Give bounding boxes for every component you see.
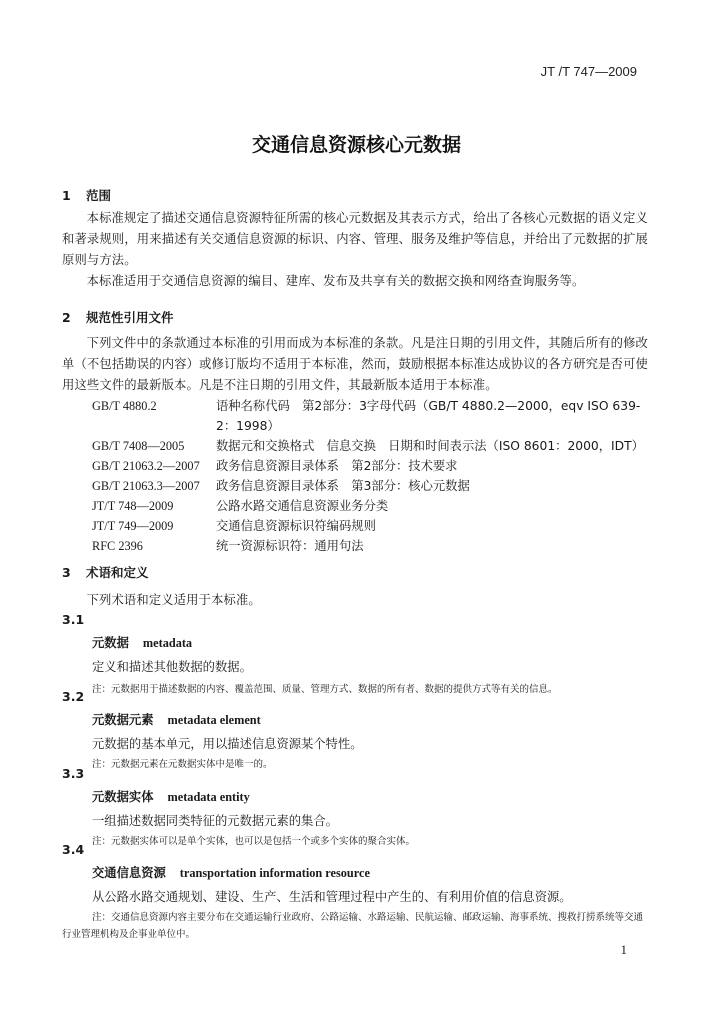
- term-zh: 元数据: [92, 636, 129, 650]
- reference-code: GB/T 21063.3—2007: [92, 479, 200, 493]
- section-3-body: [62, 590, 648, 611]
- term-en: transportation information resource: [179, 866, 370, 880]
- term-heading: [92, 710, 648, 728]
- section-2-heading: [62, 308, 648, 326]
- reference-item: [92, 536, 652, 556]
- term-number: 3.3: [62, 766, 85, 781]
- section-1-paragraph-2: 本标准适用于交通信息资源的编目、建库、发布及共享有关的数据交换和网络查询服务等。: [86, 274, 585, 288]
- section-2-title: 规范性引用文件: [86, 310, 174, 325]
- term-definition: 一组描述数据同类特征的元数据元素的集合。: [92, 814, 338, 828]
- term-en: metadata element: [167, 713, 261, 727]
- section-1-body: [62, 208, 648, 292]
- section-3-number: 3: [62, 565, 71, 580]
- reference-code: GB/T 7408—2005: [92, 439, 185, 453]
- term-heading: [92, 787, 648, 805]
- reference-name: 政务信息资源目录体系 第3部分：核心元数据: [216, 479, 470, 493]
- term-3-3: [62, 766, 648, 850]
- term-definition: 从公路水路交通规划、建设、生产、生活和管理过程中产生的、有利用价值的信息资源。: [92, 890, 572, 904]
- term-3-1: [62, 612, 648, 698]
- term-heading: [92, 633, 648, 651]
- page-number: 1: [620, 942, 627, 957]
- reference-code: JT/T 749—2009: [92, 519, 174, 533]
- reference-list: [92, 396, 652, 556]
- section-3-paragraph: 下列术语和定义适用于本标准。: [86, 593, 261, 607]
- term-zh: 交通信息资源: [92, 866, 166, 880]
- term-note: 注：元数据用于描述数据的内容、覆盖范围、质量、管理方式、数据的所有者、数据的提供方式等有关的信息。: [92, 684, 558, 695]
- reference-item: [92, 396, 652, 436]
- term-number: 3.2: [62, 689, 85, 704]
- section-3-title: 术语和定义: [86, 565, 149, 580]
- standard-code: JT /T 747—2009: [540, 64, 637, 79]
- reference-name: 语种名称代码 第2部分：3字母代码（GB/T 4880.2—2000，eqv ISO 639-2：1998）: [216, 399, 641, 433]
- reference-item: [92, 516, 652, 536]
- term-number: 3.1: [62, 612, 85, 627]
- reference-name: 政务信息资源目录体系 第2部分：技术要求: [216, 459, 458, 473]
- reference-name: 数据元和交换格式 信息交换 日期和时间表示法（ISO 8601：2000，IDT）: [216, 439, 644, 453]
- reference-name: 交通信息资源标识符编码规则: [216, 519, 376, 533]
- reference-item: [92, 476, 652, 496]
- reference-code: GB/T 4880.2: [92, 399, 157, 413]
- section-1-number: 1: [62, 188, 71, 203]
- section-1-title: 范围: [86, 188, 112, 203]
- reference-code: RFC 2396: [92, 539, 143, 553]
- section-2-body: [62, 333, 648, 396]
- section-1-heading: [62, 186, 648, 204]
- reference-item: [92, 456, 652, 476]
- term-en: metadata: [142, 636, 193, 650]
- term-definition: 定义和描述其他数据的数据。: [92, 660, 252, 674]
- section-1: [62, 186, 648, 204]
- reference-item: [92, 496, 652, 516]
- term-definition: 元数据的基本单元，用以描述信息资源某个特性。: [92, 737, 363, 751]
- term-note: 注：元数据实体可以是单个实体，也可以是包括一个或多个实体的聚合实体。: [92, 836, 416, 847]
- reference-name: 公路水路交通信息资源业务分类: [216, 499, 389, 513]
- reference-code: JT/T 748—2009: [92, 499, 174, 513]
- reference-item: [92, 436, 652, 456]
- term-number: 3.4: [62, 842, 85, 857]
- term-zh: 元数据元素: [92, 713, 154, 727]
- section-2-paragraph: 下列文件中的条款通过本标准的引用而成为本标准的条款。凡是注日期的引用文件，其随后所有的修改单（不包括勘误的内容）或修订版均不适用于本标准，然而，鼓励根据本标准达成协议的各方研究是否可使用这些文件的最新版本。凡是不注日期的引用文件，其最新版本适用于本标准。: [62, 336, 648, 392]
- reference-code: GB/T 21063.2—2007: [92, 459, 200, 473]
- section-1-paragraph-1: 本标准规定了描述交通信息资源特征所需的核心元数据及其表示方式，给出了各核心元数据的语义定义和著录规则，用来描述有关交通信息资源的标识、内容、管理、服务及维护等信息，并给出了元数据的扩展原则与方法。: [62, 211, 648, 267]
- section-2: [62, 308, 648, 326]
- section-3: [62, 563, 648, 581]
- reference-name: 统一资源标识符：通用句法: [216, 539, 364, 553]
- term-3-2: [62, 689, 648, 773]
- term-note: 注：交通信息资源内容主要分布在交通运输行业政府、公路运输、水路运输、民航运输、邮政运输、海事系统、搜救打捞系统等交通行业管理机构及企事业单位中。: [62, 912, 644, 940]
- term-3-4: [62, 842, 648, 943]
- term-heading: [92, 863, 648, 881]
- term-zh: 元数据实体: [92, 790, 154, 804]
- term-en: metadata entity: [167, 790, 250, 804]
- section-2-number: 2: [62, 310, 71, 325]
- term-note: 注：元数据元素在元数据实体中是唯一的。: [92, 759, 273, 770]
- section-3-heading: [62, 563, 648, 581]
- document-title: 交通信息资源核心元数据: [251, 134, 461, 156]
